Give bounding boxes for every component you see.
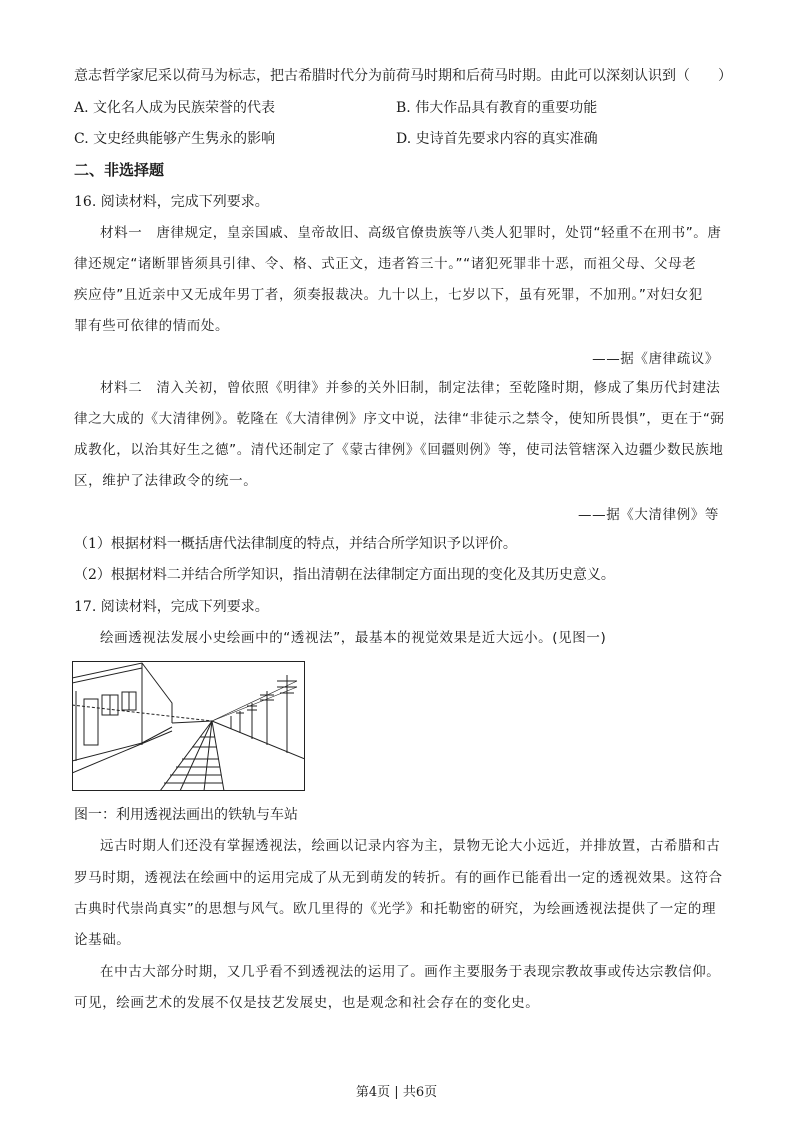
q17-title: 17. 阅读材料，完成下列要求。: [74, 599, 269, 615]
q16-sub-question-2: （2）根据材料二并结合所学知识，指出清朝在法律制定方面出现的变化及其历史意义。: [74, 567, 615, 583]
q16-material2-line: 区，维护了法律政令的统一。: [74, 473, 258, 489]
q16-material2-line: 律之大成的《大清律例》。乾隆在《大清律例》序文中说，法律“非徒示之禁令，使知所畏惧”，更在于“弼: [74, 411, 725, 427]
q17-paragraph1-line: 论基础。: [74, 932, 131, 948]
q16-sub-question-1: （1）根据材料一概括唐代法律制度的特点，并结合所学知识予以评价。: [74, 536, 517, 552]
section-title: 二、非选择题: [74, 161, 165, 179]
figure-caption: 图一：利用透视法画出的铁轨与车站: [74, 807, 298, 823]
q17-paragraph2-line: 可见，绘画艺术的发展不仅是技艺发展史，也是观念和社会存在的变化史。: [74, 995, 540, 1011]
q15-option-c[interactable]: C. 文史经典能够产生隽永的影响: [74, 131, 276, 147]
q16-material1-source: ——据《唐律疏议》: [592, 351, 719, 367]
q16-material1-line: 疾应侍”且近亲中又无成年男丁者，须奏报裁决。九十以上，七岁以下，虽有死罪，不加刑。”对妇女犯: [74, 287, 703, 303]
q15-option-a[interactable]: A. 文化名人成为民族荣誉的代表: [74, 100, 276, 116]
q16-title: 16. 阅读材料，完成下列要求。: [74, 194, 269, 210]
q16-material2-line: 材料二 清入关初，曾依照《明律》并参的关外旧制，制定法律；至乾隆时期，修成了集历代封建法: [100, 380, 721, 396]
q17-paragraph1-line: 远古时期人们还没有掌握透视法，绘画以记录内容为主，景物无论大小远近，并排放置，古希腊和古: [100, 838, 721, 854]
q17-paragraph2-line: 在中古大部分时期，又几乎看不到透视法的运用了。画作主要服务于表现宗教故事或传达宗教信仰。: [100, 964, 721, 980]
q17-paragraph1-line: 古典时代崇尚真实”的思想与风气。欧几里得的《光学》和托勒密的研究，为绘画透视法提供了一定的理: [74, 901, 717, 917]
q15-option-d[interactable]: D. 史诗首先要求内容的真实准确: [396, 131, 598, 147]
page-footer: 第4页 | 共6页: [355, 1085, 438, 1100]
q16-material1-line: 材料一 唐律规定，皇亲国戚、皇帝故旧、高级官僚贵族等八类人犯罪时，处罚“轻重不在刑书”。唐: [100, 225, 722, 241]
q17-intro: 绘画透视法发展小史绘画中的“透视法”，最基本的视觉效果是近大远小。(见图一): [100, 630, 607, 646]
q16-material2-source: ——据《大清律例》等: [578, 507, 719, 523]
q16-material2-line: 成教化，以治其好生之德”。清代还制定了《蒙古律例》《回疆则例》等，使司法管辖深入边疆少数民族地: [74, 442, 724, 458]
railway-station-perspective-drawing: [72, 661, 305, 791]
q15-option-b[interactable]: B. 伟大作品具有教育的重要功能: [396, 100, 598, 116]
q16-material1-line: 罪有些可依律的情而处。: [74, 318, 230, 334]
q16-material1-line: 律还规定“诸断罪皆须具引律、令、格、式正文，违者笞三十。”“诸犯死罪非十恶，而祖父母、父母老: [74, 256, 697, 272]
q17-paragraph1-line: 罗马时期，透视法在绘画中的运用完成了从无到萌发的转折。有的画作已能看出一定的透视效果。这符合: [74, 870, 723, 886]
q15-stem: 意志哲学家尼采以荷马为标志，把古希腊时代分为前荷马时期和后荷马时期。由此可以深刻认识到（ ）: [74, 68, 732, 84]
